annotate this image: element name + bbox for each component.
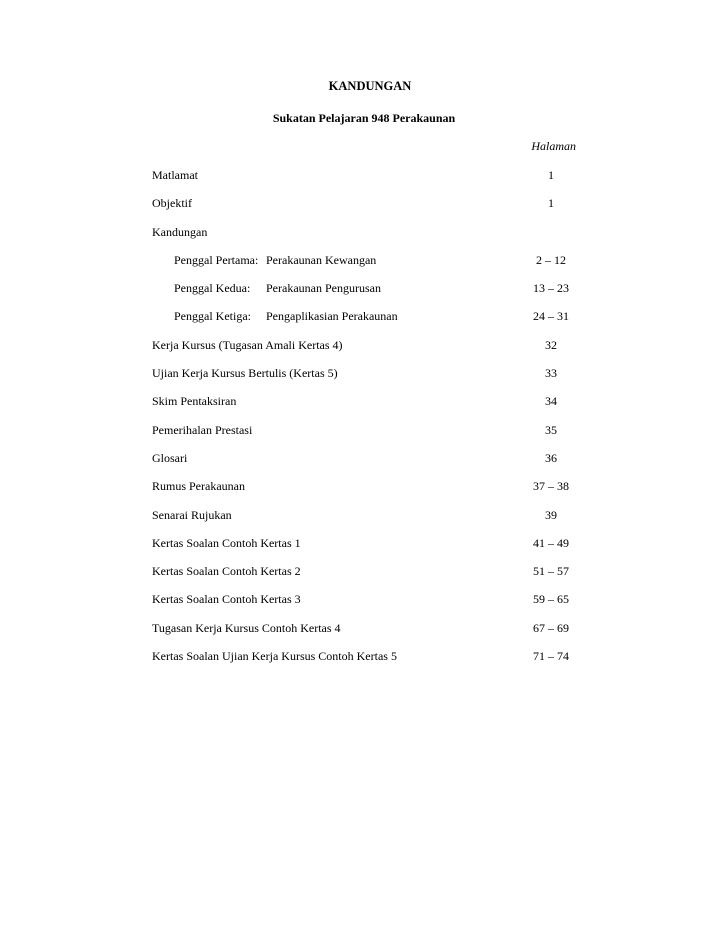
toc-entry-pages: 35 [545, 422, 557, 437]
toc-entry-pages: 36 [545, 450, 557, 465]
toc-entry-pages: 67 – 69 [533, 620, 569, 635]
toc-entry-label: Skim Pentaksiran [152, 394, 237, 409]
toc-entry-pages: 2 – 12 [536, 252, 566, 267]
page-column-header: Halaman [531, 139, 576, 153]
toc-entry-pages: 71 – 74 [533, 649, 569, 664]
toc-entry-kertas-4 [152, 621, 582, 649]
toc-entry-kandungan [152, 225, 582, 253]
toc-subentry-label: Penggal Pertama: [174, 252, 259, 267]
toc-entry-pages: 33 [545, 366, 557, 381]
toc-entry-objektif [152, 196, 582, 224]
toc-entry-label: Kertas Soalan Contoh Kertas 1 [152, 535, 301, 550]
toc-entry-ujian-kerja-kursus [152, 366, 582, 394]
toc-entry-label: Matlamat [152, 168, 198, 182]
toc-entry-label: Senarai Rujukan [152, 507, 232, 522]
toc-entry-pages: 32 [545, 337, 557, 352]
toc-entry-label: Pemerihalan Prestasi [152, 422, 253, 437]
toc-entry-label: Objektif [152, 196, 192, 211]
toc-subentry-penggal-pertama [152, 253, 582, 281]
table-of-contents [152, 168, 582, 677]
toc-entry-pages: 59 – 65 [533, 592, 569, 607]
toc-entry-pages: 1 [548, 168, 554, 182]
toc-entry-skim-pentaksiran [152, 394, 582, 422]
document-subtitle: Sukatan Pelajaran 948 Perakaunan [272, 111, 456, 125]
toc-entry-label: Ujian Kerja Kursus Bertulis (Kertas 5) [152, 366, 338, 381]
toc-entry-pages: 34 [545, 394, 557, 409]
toc-subentry-title: Perakaunan Kewangan [266, 252, 377, 267]
toc-subentry-label: Penggal Kedua: [174, 281, 251, 296]
toc-subentry-label: Penggal Ketiga: [174, 309, 251, 324]
toc-entry-pages: 37 – 38 [533, 479, 569, 494]
toc-entry-pages: 41 – 49 [533, 535, 569, 550]
toc-entry-kertas-1 [152, 536, 582, 564]
toc-entry-label: Kertas Soalan Contoh Kertas 2 [152, 564, 301, 579]
toc-entry-matlamat [152, 168, 582, 196]
toc-entry-pages: 24 – 31 [533, 309, 569, 324]
toc-entry-label: Kertas Soalan Contoh Kertas 3 [152, 592, 301, 607]
toc-entry-pages: 51 – 57 [533, 564, 569, 579]
toc-entry-label: Rumus Perakaunan [152, 479, 245, 494]
toc-subentry-title: Perakaunan Pengurusan [266, 281, 381, 296]
toc-subentry-title: Pengaplikasian Perakaunan [266, 309, 398, 324]
toc-entry-label: Glosari [152, 450, 188, 465]
toc-entry-label: Kerja Kursus (Tugasan Amali Kertas 4) [152, 337, 343, 352]
toc-entry-label: Tugasan Kerja Kursus Contoh Kertas 4 [152, 620, 341, 635]
toc-entry-pages: 1 [548, 196, 554, 211]
toc-subentry-penggal-kedua [152, 281, 582, 309]
document-title: KANDUNGAN [328, 79, 412, 93]
toc-entry-label: Kandungan [152, 224, 208, 239]
toc-entry-pemerihalan-prestasi [152, 423, 582, 451]
toc-entry-kertas-5 [152, 649, 582, 677]
toc-entry-rumus-perakaunan [152, 479, 582, 507]
toc-entry-kertas-3 [152, 592, 582, 620]
toc-entry-pages: 39 [545, 507, 557, 522]
toc-entry-label: Kertas Soalan Ujian Kerja Kursus Contoh Kertas 5 [152, 649, 397, 664]
toc-entry-kertas-2 [152, 564, 582, 592]
toc-entry-kerja-kursus [152, 338, 582, 366]
toc-subentry-penggal-ketiga [152, 309, 582, 337]
toc-entry-glosari [152, 451, 582, 479]
toc-entry-senarai-rujukan [152, 508, 582, 536]
toc-entry-pages: 13 – 23 [533, 281, 569, 296]
